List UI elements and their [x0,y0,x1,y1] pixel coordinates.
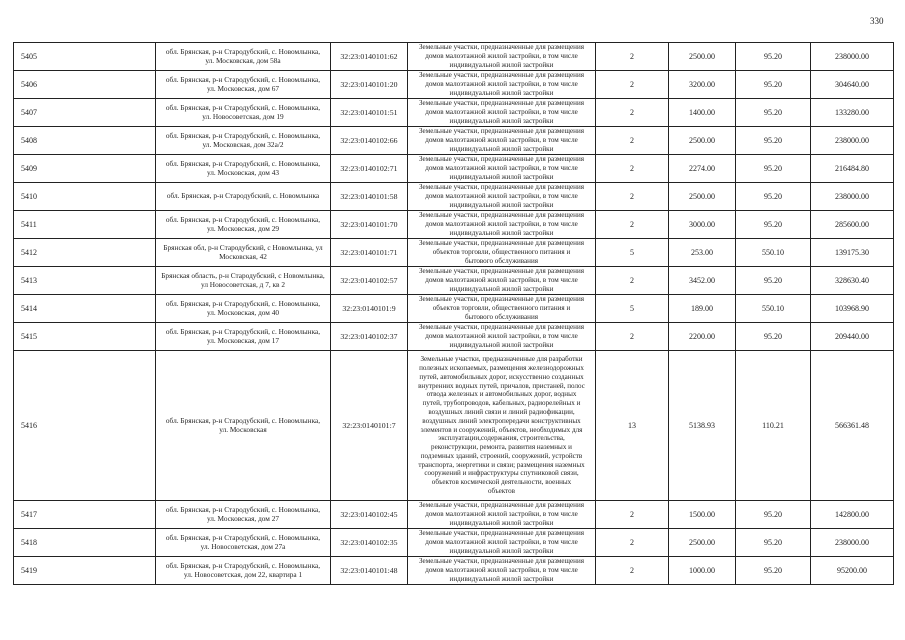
area-cell: 2200.00 [669,323,736,351]
use-group-code-cell: 5 [596,239,669,267]
land-purpose-cell: Земельные участки, предназначенные для размещения домов малоэтажной жилой застройки, в том числе индивидуальной жилой застройки [408,71,596,99]
land-purpose-cell: Земельные участки, предназначенные для разработки полезных ископаемых, размещения железнодорожных путей, автомобильных дорог, искусственно созданных внутренних водных путей, причалов, пристаней, полос отвода железных и автомобильных дорог, водных путей, трубопроводов, кабельных, радиорелейных и воздушных линий связи и линий радиофикации, воздушных линий электропередачи конструктивных элементов и сооружений, объектов, необходимых для эксплуатации,содержания, строительства, реконструкции, ремонта, развития наземных и подземных зданий, строений, сооружений, устройств транспорта, энергетики и связи; размещения наземных сооружений и инфраструктуры спутниковой связи, объектов космической деятельности, военных объектов [408,351,596,501]
land-purpose-cell: Земельные участки, предназначенные для размещения домов малоэтажной жилой застройки, в том числе индивидуальной жилой застройки [408,155,596,183]
cadastral-number-cell: 32:23:0140101:9 [331,295,408,323]
table-row [14,323,894,351]
row-number-cell: 5419 [14,557,156,585]
table-row [14,71,894,99]
cadastral-number-cell: 32:23:0140101:7 [331,351,408,501]
address-cell: обл. Брянская, р-н Стародубский, с. Новомлынка, ул. Московская, дом 58а [156,43,331,71]
address-cell: обл. Брянская, р-н Стародубский, с. Новомлынка, ул. Московская [156,351,331,501]
row-number-cell: 5412 [14,239,156,267]
row-number-cell: 5413 [14,267,156,295]
land-purpose-cell: Земельные участки, предназначенные для размещения домов малоэтажной жилой застройки, в том числе индивидуальной жилой застройки [408,323,596,351]
table-row [14,99,894,127]
unit-value-cell: 95.20 [736,211,811,239]
use-group-code-cell: 2 [596,99,669,127]
land-purpose-cell: Земельные участки, предназначенные для размещения домов малоэтажной жилой застройки, в том числе индивидуальной жилой застройки [408,557,596,585]
area-cell: 189.00 [669,295,736,323]
unit-value-cell: 95.20 [736,43,811,71]
area-cell: 5138.93 [669,351,736,501]
table-body [14,43,894,585]
table-row [14,501,894,529]
row-number-cell: 5418 [14,529,156,557]
area-cell: 2500.00 [669,183,736,211]
cadastral-value-cell: 95200.00 [811,557,894,585]
row-number-cell: 5416 [14,351,156,501]
land-purpose-cell: Земельные участки, предназначенные для размещения домов малоэтажной жилой застройки, в том числе индивидуальной жилой застройки [408,43,596,71]
area-cell: 2500.00 [669,529,736,557]
address-cell: обл. Брянская, р-н Стародубский, с. Новомлынка, ул. Московская, дом 27 [156,501,331,529]
unit-value-cell: 110.21 [736,351,811,501]
cadastral-number-cell: 32:23:0140101:70 [331,211,408,239]
cadastral-value-cell: 238000.00 [811,43,894,71]
use-group-code-cell: 2 [596,323,669,351]
address-cell: обл. Брянская, р-н Стародубский, с. Новомлынка, ул. Московская, дом 17 [156,323,331,351]
address-cell: Брянская обл, р-н Стародубский, с Новомлынка, ул Московская, 42 [156,239,331,267]
land-purpose-cell: Земельные участки, предназначенные для размещения домов малоэтажной жилой застройки, в том числе индивидуальной жилой застройки [408,183,596,211]
unit-value-cell: 95.20 [736,529,811,557]
cadastral-value-cell: 304640.00 [811,71,894,99]
area-cell: 253.00 [669,239,736,267]
cadastral-value-cell: 238000.00 [811,127,894,155]
land-purpose-cell: Земельные участки, предназначенные для размещения домов малоэтажной жилой застройки, в том числе индивидуальной жилой застройки [408,211,596,239]
address-cell: обл. Брянская, р-н Стародубский, с. Новомлынка, ул. Новосоветская, дом 22, квартира 1 [156,557,331,585]
unit-value-cell: 95.20 [736,155,811,183]
land-purpose-cell: Земельные участки, предназначенные для размещения объектов торговли, общественного питания и бытового обслуживания [408,239,596,267]
cadastral-number-cell: 32:23:0140102:66 [331,127,408,155]
cadastral-value-cell: 142800.00 [811,501,894,529]
cadastral-value-table [13,42,894,585]
address-cell: обл. Брянская, р-н Стародубский, с. Новомлынка, ул. Московская, дом 43 [156,155,331,183]
cadastral-number-cell: 32:23:0140101:48 [331,557,408,585]
row-number-cell: 5417 [14,501,156,529]
use-group-code-cell: 2 [596,557,669,585]
cadastral-number-cell: 32:23:0140101:71 [331,239,408,267]
row-number-cell: 5405 [14,43,156,71]
cadastral-value-cell: 139175.30 [811,239,894,267]
unit-value-cell: 95.20 [736,323,811,351]
use-group-code-cell: 2 [596,183,669,211]
land-purpose-cell: Земельные участки, предназначенные для размещения домов малоэтажной жилой застройки, в том числе индивидуальной жилой застройки [408,267,596,295]
use-group-code-cell: 5 [596,295,669,323]
row-number-cell: 5415 [14,323,156,351]
area-cell: 2500.00 [669,127,736,155]
land-purpose-cell: Земельные участки, предназначенные для размещения объектов торговли, общественного питания и бытового обслуживания [408,295,596,323]
unit-value-cell: 550.10 [736,239,811,267]
address-cell: обл. Брянская, р-н Стародубский, с. Новомлынка, ул. Московская, дом 40 [156,295,331,323]
use-group-code-cell: 13 [596,351,669,501]
unit-value-cell: 95.20 [736,99,811,127]
table-row [14,183,894,211]
cadastral-value-cell: 209440.00 [811,323,894,351]
table-row [14,295,894,323]
cadastral-number-cell: 32:23:0140102:57 [331,267,408,295]
table-row [14,155,894,183]
table-row [14,351,894,501]
unit-value-cell: 95.20 [736,183,811,211]
land-purpose-cell: Земельные участки, предназначенные для размещения домов малоэтажной жилой застройки, в том числе индивидуальной жилой застройки [408,501,596,529]
cadastral-number-cell: 32:23:0140102:37 [331,323,408,351]
row-number-cell: 5410 [14,183,156,211]
cadastral-value-cell: 566361.48 [811,351,894,501]
cadastral-number-cell: 32:23:0140101:20 [331,71,408,99]
unit-value-cell: 95.20 [736,501,811,529]
row-number-cell: 5406 [14,71,156,99]
land-purpose-cell: Земельные участки, предназначенные для размещения домов малоэтажной жилой застройки, в том числе индивидуальной жилой застройки [408,529,596,557]
use-group-code-cell: 2 [596,529,669,557]
address-cell: обл. Брянская, р-н Стародубский, с. Новомлынка, ул. Московская, дом 29 [156,211,331,239]
use-group-code-cell: 2 [596,43,669,71]
area-cell: 3000.00 [669,211,736,239]
cadastral-value-cell: 238000.00 [811,529,894,557]
table-row [14,127,894,155]
table-row [14,43,894,71]
row-number-cell: 5409 [14,155,156,183]
row-number-cell: 5408 [14,127,156,155]
use-group-code-cell: 2 [596,267,669,295]
address-cell: Брянская область, р-н Стародубский, с Новомлынка, ул Новосоветская, д 7, кв 2 [156,267,331,295]
table-row [14,211,894,239]
table-row [14,239,894,267]
cadastral-number-cell: 32:23:0140101:51 [331,99,408,127]
use-group-code-cell: 2 [596,127,669,155]
unit-value-cell: 550.10 [736,295,811,323]
use-group-code-cell: 2 [596,211,669,239]
land-purpose-cell: Земельные участки, предназначенные для размещения домов малоэтажной жилой застройки, в том числе индивидуальной жилой застройки [408,127,596,155]
unit-value-cell: 95.20 [736,127,811,155]
land-purpose-cell: Земельные участки, предназначенные для размещения домов малоэтажной жилой застройки, в том числе индивидуальной жилой застройки [408,99,596,127]
row-number-cell: 5414 [14,295,156,323]
area-cell: 1000.00 [669,557,736,585]
area-cell: 1500.00 [669,501,736,529]
unit-value-cell: 95.20 [736,557,811,585]
use-group-code-cell: 2 [596,155,669,183]
use-group-code-cell: 2 [596,71,669,99]
cadastral-number-cell: 32:23:0140102:35 [331,529,408,557]
cadastral-value-cell: 238000.00 [811,183,894,211]
table-row [14,529,894,557]
use-group-code-cell: 2 [596,501,669,529]
area-cell: 1400.00 [669,99,736,127]
table-row [14,557,894,585]
address-cell: обл. Брянская, р-н Стародубский, с. Новомлынка, ул. Московская, дом 67 [156,71,331,99]
cadastral-value-cell: 103968.90 [811,295,894,323]
unit-value-cell: 95.20 [736,71,811,99]
address-cell: обл. Брянская, р-н Стародубский, с. Новомлынка, ул. Новосоветская, дом 19 [156,99,331,127]
cadastral-value-cell: 328630.40 [811,267,894,295]
cadastral-value-cell: 133280.00 [811,99,894,127]
cadastral-number-cell: 32:23:0140102:71 [331,155,408,183]
page-number: 330 [870,16,884,26]
cadastral-number-cell: 32:23:0140101:62 [331,43,408,71]
cadastral-number-cell: 32:23:0140101:58 [331,183,408,211]
cadastral-number-cell: 32:23:0140102:45 [331,501,408,529]
area-cell: 2500.00 [669,43,736,71]
area-cell: 3200.00 [669,71,736,99]
unit-value-cell: 95.20 [736,267,811,295]
address-cell: обл. Брянская, р-н Стародубский, с. Новомлынка, ул. Московская, дом 32а/2 [156,127,331,155]
table-row [14,267,894,295]
cadastral-value-cell: 285600.00 [811,211,894,239]
address-cell: обл. Брянская, р-н Стародубский, с. Новомлынка [156,183,331,211]
cadastral-value-cell: 216484.80 [811,155,894,183]
row-number-cell: 5407 [14,99,156,127]
area-cell: 3452.00 [669,267,736,295]
area-cell: 2274.00 [669,155,736,183]
address-cell: обл. Брянская, р-н Стародубский, с. Новомлынка, ул. Новосоветская, дом 27а [156,529,331,557]
row-number-cell: 5411 [14,211,156,239]
